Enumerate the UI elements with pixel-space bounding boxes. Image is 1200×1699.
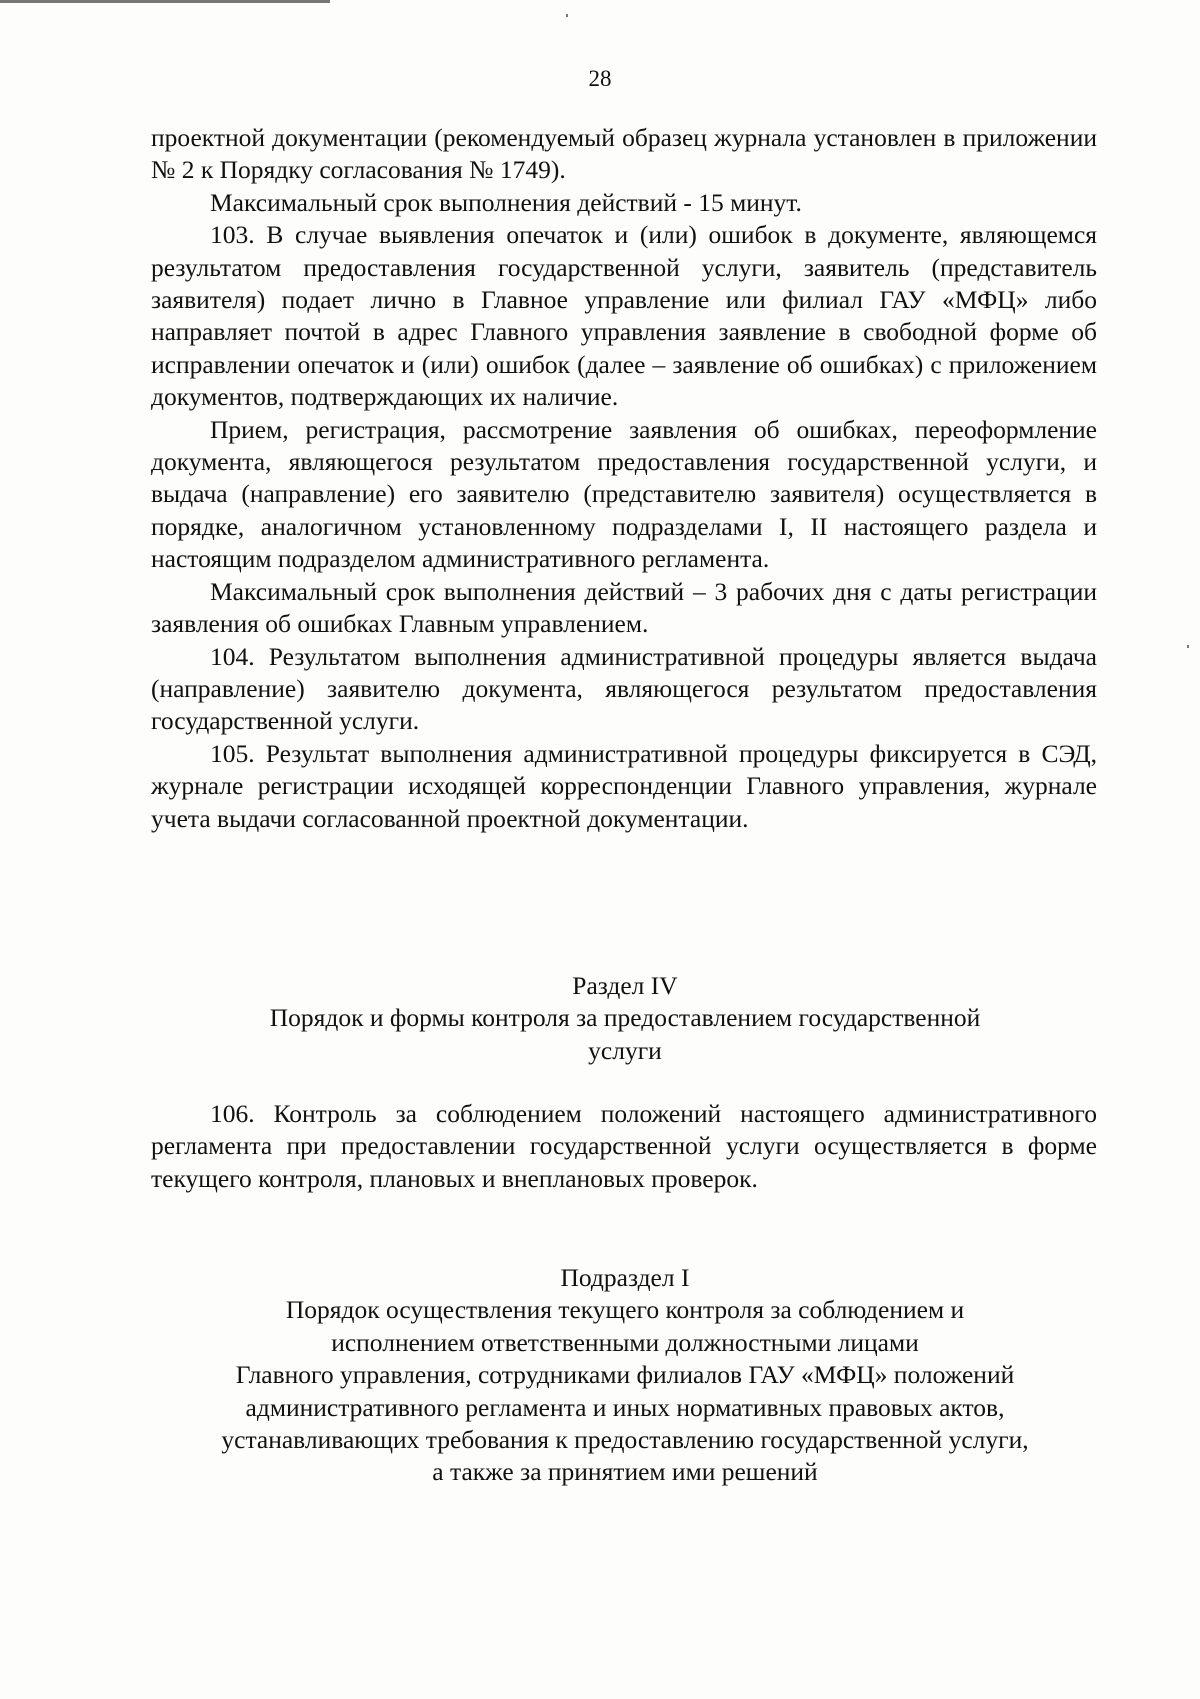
subsection-label: Подраздел I <box>560 1263 690 1292</box>
paragraph-max-time-15-min: Максимальный срок выполнения действий - 15 минут. <box>210 187 802 217</box>
paragraph-105: 105. Результат выполнения административной процедуры фиксируется в СЭД, журнале регистрации исходящей корреспонденции Главного управления, журнале учета выдачи согласованной проектной документации. <box>151 738 1097 833</box>
page-number: 28 <box>588 66 612 91</box>
subsection-title-line: исполнением ответственными должностными лицами <box>331 1327 919 1357</box>
subsection-title-line: Главного управления, сотрудниками филиалов ГАУ «МФЦ» положений <box>235 1360 1015 1390</box>
paragraph-106: 106. Контроль за соблюдением положений настоящего административного регламента при предоставлении государственной услуги осуществляется в форме текущего контроля, плановых и внеплановых проверок. <box>151 1099 1097 1193</box>
paragraph-max-time-3-days: Максимальный срок выполнения действий – 3 рабочих дня с даты регистрации заявления об ошибках Главным управлением. <box>151 576 1097 639</box>
section-label: Раздел IV <box>572 971 678 1000</box>
body-text-top <box>151 122 1097 835</box>
scan-artifact-dot <box>1187 645 1189 648</box>
paragraph-104: 104. Результатом выполнения административной процедуры является выдача (направление) заявителю документа, являющегося результатом предоставления государственной услуги. <box>151 641 1097 736</box>
paragraph-reception-errors: Прием, регистрация, рассмотрение заявления об ошибках, переоформление документа, являющегося результатом предоставления государственной услуги, и выдача (направление) его заявителю (представителю заявителя) осуществляется в порядке, аналогичном установленному подразделами I, II настоящего раздела и настоящим подразделом административного регламента. <box>151 414 1097 574</box>
section-heading <box>140 970 1110 1067</box>
section-title-line-1: Порядок и формы контроля за предоставлением государственной <box>269 1003 981 1033</box>
subsection-heading <box>140 1262 1110 1489</box>
subsection-title-line: а также за принятием ими решений <box>432 1457 818 1487</box>
body-text-106 <box>151 1098 1097 1195</box>
paragraph-continuation: проектной документации (рекомендуемый образец журнала установлен в приложении № 2 к Порядку согласования № 1749). <box>151 123 1097 185</box>
subsection-title-line: Порядок осуществления текущего контроля за соблюдением и <box>285 1295 965 1325</box>
subsection-title-line: административного регламента и иных нормативных правовых актов, <box>245 1392 1005 1422</box>
subsection-title-line: устанавливающих требования к предоставлению государственной услуги, <box>221 1425 1029 1455</box>
scan-artifact-dot <box>566 14 568 17</box>
paragraph-103: 103. В случае выявления опечаток и (или) ошибок в документе, являющемся результатом предоставления государственной услуги, заявитель (представитель заявителя) подает лично в Главное управление или филиал ГАУ «МФЦ» либо направляет почтой в адрес Главного управления заявление в свободной форме об исправлении опечаток и (или) ошибок (далее – заявление об ошибках) с приложением документов, подтверждающих их наличие. <box>151 220 1097 412</box>
scan-artifact-top-line <box>0 0 330 3</box>
section-title-line-2: услуги <box>588 1035 662 1065</box>
